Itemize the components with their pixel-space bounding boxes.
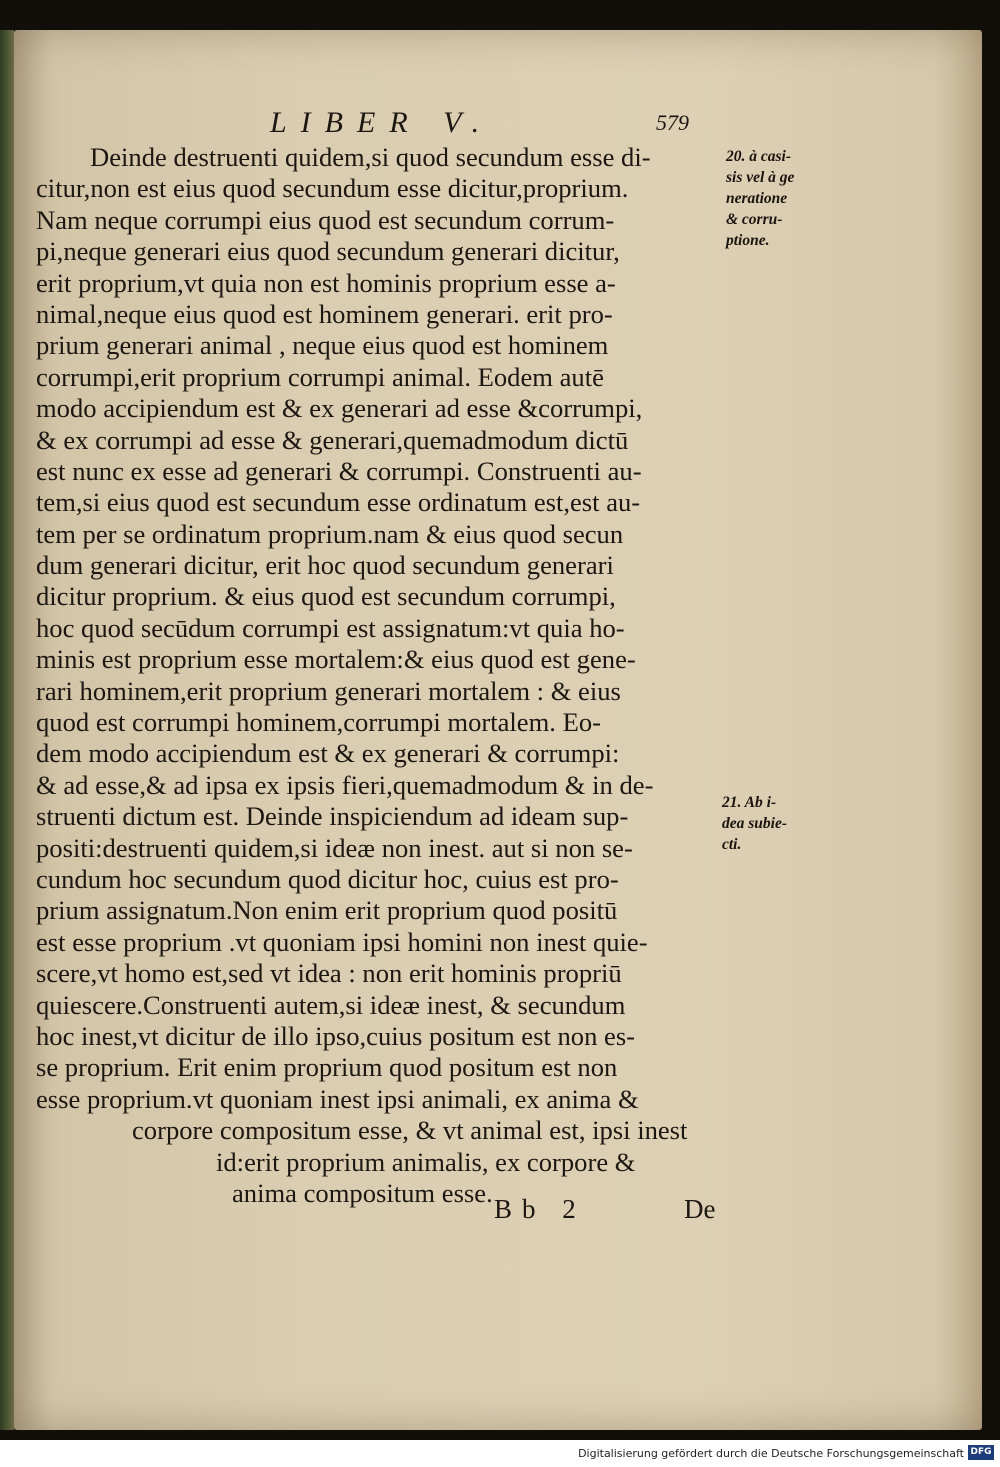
- text-line: anima compositum esse.: [232, 1177, 493, 1208]
- text-line: id:erit proprium animalis, ex corpore &: [216, 1146, 636, 1177]
- text-line: corrumpi,erit proprium corrumpi animal. Eodem autē: [36, 361, 604, 392]
- text-line: minis est proprium esse mortalem:& eius quod est gene-: [36, 644, 636, 675]
- text-line: se proprium. Erit enim proprium quod positum est non: [36, 1052, 618, 1083]
- text-line: modo accipiendum est & ex generari ad esse &corrumpi,: [36, 393, 643, 424]
- text-line: tem per se ordinatum proprium.nam & eius quod secun: [36, 518, 624, 549]
- text-line: scere,vt homo est,sed vt idea : non erit hominis propriū: [36, 958, 622, 989]
- margin-note-line: cti.: [722, 836, 742, 853]
- footer-bar: [0, 1440, 1000, 1467]
- text-line: Nam neque corrumpi eius quod est secundum corrum-: [36, 204, 615, 235]
- text-line: & ad esse,& ad ipsa ex ipsis fieri,quemadmodum & in de-: [36, 769, 654, 800]
- margin-note-line: neratione: [726, 190, 788, 207]
- catchword: De: [684, 1194, 716, 1224]
- text-line: rari hominem,erit proprium generari mortalem : & eius: [36, 675, 621, 706]
- funding-credit: Digitalisierung gefördert durch die Deutsche Forschungsgemeinschaft: [578, 1447, 964, 1460]
- margin-note-line: sis vel à ge: [726, 169, 795, 186]
- signature-mark: Bb 2: [494, 1194, 586, 1224]
- margin-note-line: dea subie-: [722, 815, 788, 832]
- text-line: tem,si eius quod est secundum esse ordinatum est,est au-: [36, 487, 641, 518]
- book-spine: [0, 30, 14, 1430]
- page-header: [270, 106, 720, 146]
- text-line: hoc inest,vt dicitur de illo ipso,cuius positum est non es-: [36, 1020, 636, 1051]
- main-text-block: [36, 142, 726, 1209]
- margin-note-line: ptione.: [726, 232, 770, 249]
- margin-note-21: [722, 792, 822, 855]
- text-line: dum generari dicitur, erit hoc quod secundum generari: [36, 550, 614, 581]
- text-line: erit proprium,vt quia non est hominis proprium esse a-: [36, 267, 616, 298]
- margin-note-line: 21. Ab i-: [722, 794, 777, 811]
- text-line: quod est corrumpi hominem,corrumpi mortalem. Eo-: [36, 707, 601, 738]
- text-line: esse proprium.vt quoniam inest ipsi animali, ex anima &: [36, 1083, 639, 1114]
- text-line: dicitur proprium. & eius quod est secundum corrumpi,: [36, 581, 616, 612]
- text-line: est nunc ex esse ad generari & corrumpi. Construenti au-: [36, 455, 642, 486]
- page-number: 579: [656, 110, 689, 135]
- text-line: dem modo accipiendum est & ex generari & corrumpi:: [36, 738, 620, 769]
- signature-line: [36, 1194, 726, 1228]
- text-line: prium assignatum.Non enim erit proprium quod positū: [36, 895, 618, 926]
- margin-note-line: & corru-: [726, 211, 783, 228]
- running-title: LIBER V.: [270, 106, 494, 139]
- text-line: prium generari animal , neque eius quod est hominem: [36, 330, 609, 361]
- text-line: cundum hoc secundum quod dicitur hoc, cuius est pro-: [36, 863, 619, 894]
- text-line: pi,neque generari eius quod secundum generari dicitur,: [36, 236, 620, 267]
- text-line: citur,non est eius quod secundum esse dicitur,proprium.: [36, 173, 629, 204]
- text-line: positi:destruenti quidem,si ideæ non inest. aut si non se-: [36, 832, 633, 863]
- text-line: corpore compositum esse, & vt animal est, ipsi inest: [132, 1115, 688, 1146]
- text-line: hoc quod secūdum corrumpi est assignatum:vt quia ho-: [36, 612, 625, 643]
- text-line: quiescere.Construenti autem,si ideæ inest, & secundum: [36, 989, 626, 1020]
- text-line: Deinde destruenti quidem,si quod secundum esse di-: [90, 142, 651, 172]
- text-line: est esse proprium .vt quoniam ipsi homini non inest quie-: [36, 926, 648, 957]
- text-line: nimal,neque eius quod est hominem generari. erit pro-: [36, 298, 613, 329]
- dfg-logo-icon[interactable]: DFG: [968, 1445, 994, 1460]
- margin-note-20: [726, 146, 836, 251]
- text-line: & ex corrumpi ad esse & generari,quemadmodum dictū: [36, 424, 629, 455]
- margin-note-line: 20. à casi-: [726, 148, 792, 165]
- text-line: struenti dictum est. Deinde inspiciendum ad ideam sup-: [36, 801, 629, 832]
